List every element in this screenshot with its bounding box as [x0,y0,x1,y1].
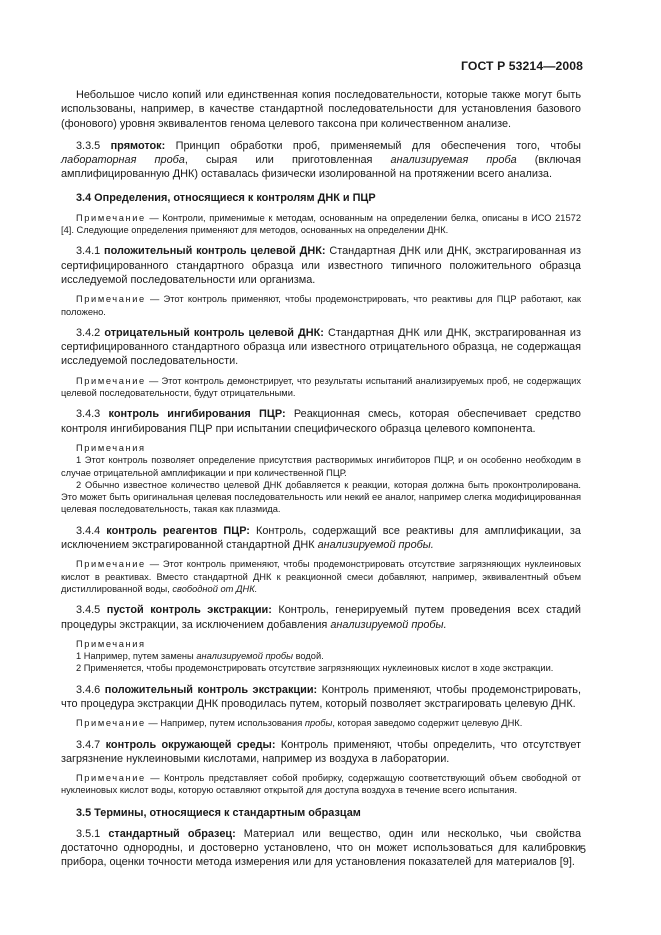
note-3-4-4: Примечание — Этот контроль применяют, чтобы продемонстрировать отсутствие загрязняющих нуклеиновых кислот в реактивах. Вместо стандартной ДНК к реакционной смеси добавляют, например, эквивалентный объем дистиллированной воды, свободной от ДНК. [61,559,581,594]
note-3-4-5-2: 2 Применяется, чтобы продемонстрировать отсутствие загрязняющих нуклеиновых кислот в ходе экстракции. [76,663,554,674]
notes-label-3-4-5: Примечания [76,638,146,649]
section-heading-3-4: 3.4 Определения, относящиеся к контролям ДНК и ПЦР [76,191,376,204]
definition-3-4-5: 3.4.5 пустой контроль экстракции: Контроль, генерируемый путем проведения всех стадий процедуры экстракции, за исключением добавления анализируемой пробы. [61,604,581,631]
definition-3-4-1: 3.4.1 положительный контроль целевой ДНК: Стандартная ДНК или ДНК, экстрагированная из сертифицированного стандартного образца или известного типичного положительного образца исследуемой последовательности или организма. [61,245,581,286]
note-label: Примечание [76,212,146,223]
definition-3-3-5: 3.3.5 прямоток: Принцип обработки проб, применяемый для обеспечения того, чтобы лабораторная проба, сырая или приготовленная анализируемая проба (включая амплифицированную ДНК) оставалась физически изолированной на протяжении всего анализа. [61,139,581,181]
page-number: 5 [579,844,586,856]
page-content [61,88,581,870]
term: прямоток: [110,139,166,152]
note-3-4-1: Примечание — Этот контроль применяют, чтобы продемонстрировать, что реактивы для ПЦР работают, как положено. [61,294,581,317]
note-3-4-5-1: 1 Например, путем замены анализируемой пробы водой. [76,651,324,662]
definition-3-4-2: 3.4.2 отрицательный контроль целевой ДНК: Стандартная ДНК или ДНК, экстрагированная из сертифицированного стандартного образца или известного отрицательного образца, не содержащая исследуемой последовательности. [61,326,582,368]
document-header: ГОСТ Р 53214—2008 [461,59,583,73]
notes-label-3-4-3: Примечания [76,442,146,453]
note-3-4: Примечание — Контроли, применимые к методам, основанным на определении белка, описаны в ИСО 21572 [4]. Следующие определения применяют для методов, основанных на определении ДНК. [61,212,581,236]
intro-paragraph: Небольшое число копий или единственная копия последовательности, которые также могут быть использованы, например, в качестве стандартной последовательности для установления базового (фонового) уровня эквивалентов генома целевого таксона при количественном анализе. [61,89,581,130]
note-3-4-2: Примечание — Этот контроль демонстрирует, что результаты испытаний анализируемых проб, не содержащих целевой последовательности, будут отрицательными. [61,375,581,399]
clause-number: 3.3.5 [76,139,101,152]
note-3-4-6: Примечание — Например, путем использования пробы, которая заведомо содержит целевую ДНК. [76,718,523,729]
definition-3-5-1: 3.5.1 стандартный образец: Материал или вещество, один или несколько, чьи свойства достаточно однородны, и достоверно установлено, что он может использоваться для калибровки прибора, оценки точности метода измерения или для установления показателей для материалов [9]. [61,827,582,869]
section-heading-3-5: 3.5 Термины, относящиеся к стандартным образцам [76,806,361,819]
definition-3-4-4: 3.4.4 контроль реагентов ПЦР: Контроль, содержащий все реактивы для амплификации, за исключением экстрагированной стандартной ДНК анализируемой пробы. [61,524,581,552]
definition-3-4-7: 3.4.7 контроль окружающей среды: Контроль применяют, чтобы определить, что отсутствует загрязнение нуклеиновыми кислотами, например из воздуха в лаборатории. [61,738,582,765]
note-3-4-3-1: 1 Этот контроль позволяет определение присутствия растворимых ингибиторов ПЦР, и он особенно необходим в случае отрицательной амплификации и при количественной ПЦР. [61,455,581,478]
note-3-4-3-2: 2 Обычно известное количество целевой ДНК добавляется к реакции, которая должна быть проконтролирована. Это может быть оригинальная целевая последовательность или некий ее аналог, например слегка модифицированная целевая последовательность, такая как плазмида. [61,479,581,515]
note-3-4-7: Примечание — Контроль представляет собой пробирку, содержащую соответствующий объем свободной от нуклеиновых кислот воды, которую оставляют открытой для доступа воздуха в течение всего испытания. [61,773,581,796]
definition-3-4-3: 3.4.3 контроль ингибирования ПЦР: Реакционная смесь, которая обеспечивает средство контроля ингибирования ПЦР при испытании специфического образца целевого компонента. [61,408,581,435]
definition-3-4-6: 3.4.6 положительный контроль экстракции: Контроль применяют, чтобы продемонстрировать, что процедура экстракции ДНК проводилась путем, который позволяет экстрагировать целевую ДНК. [61,683,582,710]
